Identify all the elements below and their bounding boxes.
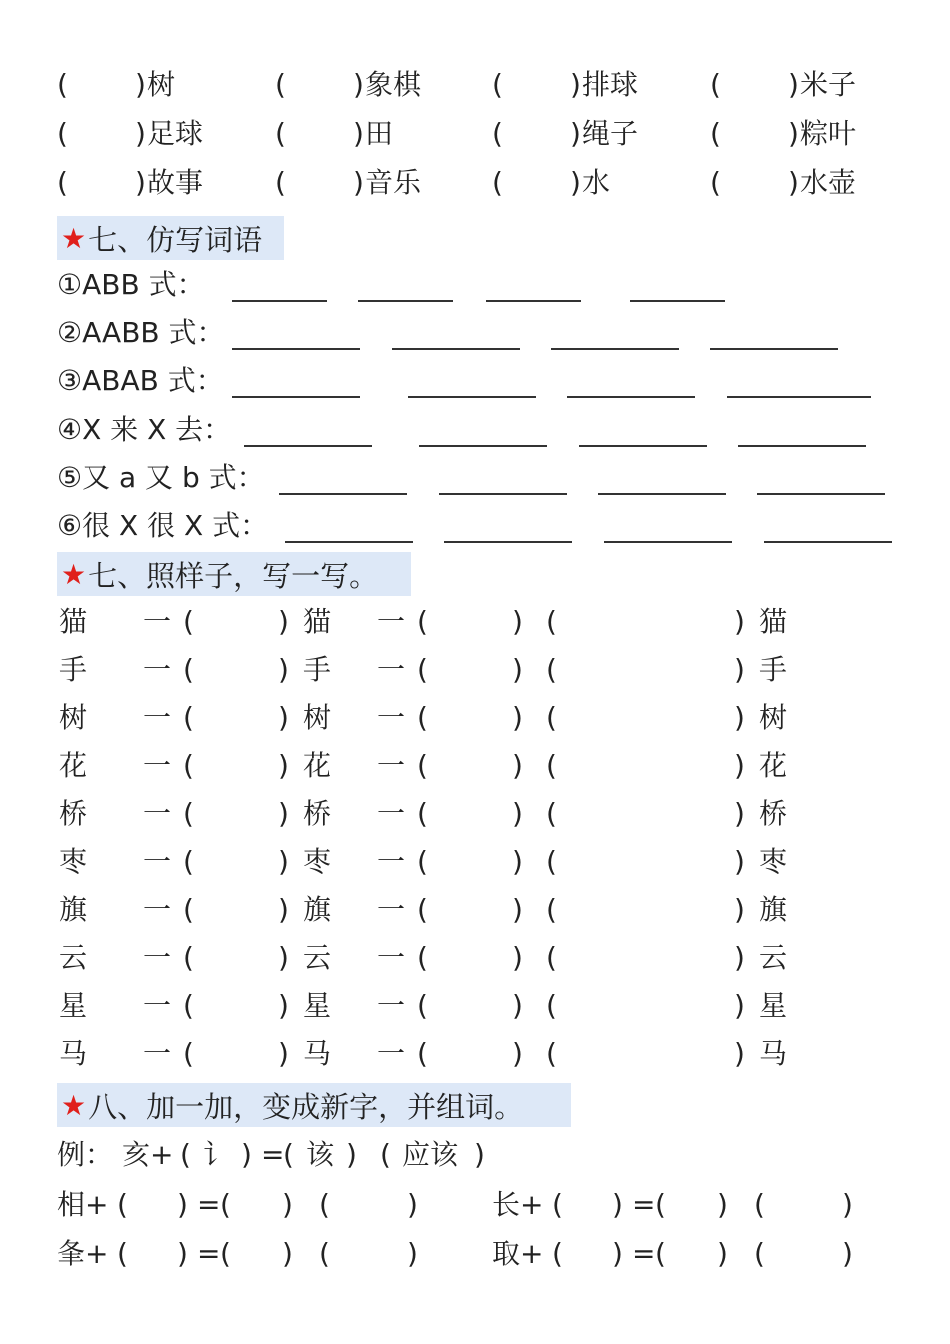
- dash: 一: [377, 653, 406, 686]
- answer-slot[interactable]: [730, 117, 766, 151]
- word: 粽叶: [800, 117, 857, 150]
- close-paren: ): [734, 845, 745, 878]
- close-paren: ): [512, 701, 523, 734]
- open-paren: (: [57, 117, 68, 150]
- answer-slot[interactable]: [295, 68, 331, 102]
- close-paren: ): [278, 653, 289, 686]
- close-paren: ): [570, 166, 581, 199]
- close-paren: ): [512, 845, 523, 878]
- open-paren: (: [275, 68, 286, 101]
- close-paren: ): [734, 605, 745, 638]
- answer-slot[interactable]: [730, 68, 766, 102]
- close-paren: ): [512, 989, 523, 1022]
- answer-slot[interactable]: [770, 1237, 823, 1271]
- close-paren: ): [734, 653, 745, 686]
- answer-slot[interactable]: [200, 893, 253, 927]
- open-paren: (: [417, 941, 428, 974]
- dash: 一: [377, 893, 406, 926]
- open-paren: (: [546, 941, 557, 974]
- char: 马: [303, 1037, 332, 1070]
- close-paren: ): [346, 1138, 357, 1171]
- open-paren: (: [417, 797, 428, 830]
- close-paren: ): [282, 1188, 293, 1221]
- star-icon: ★: [61, 1088, 87, 1122]
- pattern-label: ②AABB 式：: [57, 316, 225, 349]
- pattern-label: ⑤又 a 又 b 式：: [57, 461, 265, 494]
- word: 树: [147, 68, 176, 101]
- open-paren: (: [710, 117, 721, 150]
- dash: 一: [143, 941, 172, 974]
- char: 枣: [303, 845, 332, 878]
- answer-blank[interactable]: [630, 300, 725, 302]
- pattern-label: ④X 来 X 去：: [57, 413, 232, 446]
- equals-sign: =: [632, 1237, 656, 1270]
- char: 手: [303, 653, 332, 686]
- open-paren: (: [546, 893, 557, 926]
- answer-blank[interactable]: [232, 396, 360, 398]
- close-paren: ): [570, 117, 581, 150]
- close-paren: ): [842, 1188, 853, 1221]
- star-icon: ★: [61, 557, 87, 591]
- char: 马: [59, 1037, 88, 1070]
- close-paren: ): [135, 166, 146, 199]
- char: 桥: [759, 797, 788, 830]
- close-paren: ): [734, 1037, 745, 1070]
- open-paren: (: [117, 1188, 128, 1221]
- open-paren: (: [546, 653, 557, 686]
- answer-blank[interactable]: [757, 493, 885, 495]
- open-paren: (: [183, 845, 194, 878]
- open-paren: (: [319, 1188, 330, 1221]
- star-icon: ★: [61, 221, 87, 255]
- dash: 一: [377, 845, 406, 878]
- dash: 一: [377, 749, 406, 782]
- open-paren: (: [183, 749, 194, 782]
- dash: 一: [143, 653, 172, 686]
- dash: 一: [377, 1037, 406, 1070]
- answer-slot[interactable]: [200, 605, 253, 639]
- equals-sign: =: [261, 1138, 285, 1171]
- section-title: 七、仿写词语: [88, 222, 263, 257]
- close-paren: ): [788, 166, 799, 199]
- answer-slot[interactable]: [565, 893, 672, 927]
- char: 云: [759, 941, 788, 974]
- answer-blank[interactable]: [232, 300, 327, 302]
- answer-slot[interactable]: [435, 701, 488, 735]
- open-paren: (: [710, 68, 721, 101]
- answer-slot[interactable]: [435, 653, 488, 687]
- open-paren: (: [183, 989, 194, 1022]
- section-title: 八、加一加，变成新字，并组词。: [88, 1089, 524, 1124]
- close-paren: ): [278, 893, 289, 926]
- close-paren: ): [407, 1237, 418, 1270]
- open-paren: (: [183, 941, 194, 974]
- open-paren: (: [546, 845, 557, 878]
- answer-slot[interactable]: [235, 1188, 271, 1222]
- answer-slot[interactable]: [200, 797, 253, 831]
- open-paren: (: [546, 749, 557, 782]
- open-paren: (: [552, 1188, 563, 1221]
- answer-slot[interactable]: [200, 749, 253, 783]
- char: 桥: [303, 797, 332, 830]
- answer-slot[interactable]: [565, 845, 672, 879]
- answer-slot[interactable]: [730, 166, 766, 200]
- answer-slot[interactable]: [565, 941, 672, 975]
- answer-blank[interactable]: [764, 541, 892, 543]
- close-paren: ): [135, 68, 146, 101]
- open-paren: (: [655, 1188, 666, 1221]
- word: 象棋: [365, 68, 422, 101]
- char: 星: [759, 989, 788, 1022]
- close-paren: ): [353, 166, 364, 199]
- answer-slot[interactable]: [235, 1237, 271, 1271]
- answer-slot[interactable]: [435, 1037, 488, 1071]
- pattern-label: ①ABB 式：: [57, 268, 205, 301]
- dash: 一: [377, 989, 406, 1022]
- open-paren: (: [417, 701, 428, 734]
- open-paren: (: [117, 1237, 128, 1270]
- answer-slot[interactable]: [435, 797, 488, 831]
- equals-sign: =: [632, 1188, 656, 1221]
- example-radical: 讠: [203, 1138, 232, 1171]
- open-paren: (: [754, 1237, 765, 1270]
- open-paren: (: [275, 117, 286, 150]
- dash: 一: [143, 797, 172, 830]
- answer-slot[interactable]: [435, 845, 488, 879]
- open-paren: (: [183, 797, 194, 830]
- close-paren: ): [734, 941, 745, 974]
- close-paren: ): [512, 941, 523, 974]
- answer-slot[interactable]: [200, 941, 253, 975]
- answer-blank[interactable]: [408, 396, 536, 398]
- answer-blank[interactable]: [598, 493, 726, 495]
- open-paren: (: [319, 1237, 330, 1270]
- answer-blank[interactable]: [727, 396, 871, 398]
- char: 旗: [59, 893, 88, 926]
- char: 云: [59, 941, 88, 974]
- open-paren: (: [57, 68, 68, 101]
- open-paren: (: [380, 1138, 391, 1171]
- close-paren: ): [734, 749, 745, 782]
- answer-blank[interactable]: [604, 541, 732, 543]
- section-header-add: [57, 1083, 571, 1127]
- char: 星: [303, 989, 332, 1022]
- close-paren: ): [278, 845, 289, 878]
- open-paren: (: [655, 1237, 666, 1270]
- char: 猫: [303, 605, 332, 638]
- base-char: 相+: [57, 1188, 109, 1221]
- answer-slot[interactable]: [200, 653, 253, 687]
- word: 故事: [147, 166, 204, 199]
- close-paren: ): [353, 68, 364, 101]
- equals-sign: =: [197, 1237, 221, 1270]
- char: 猫: [759, 605, 788, 638]
- char: 手: [759, 653, 788, 686]
- close-paren: ): [135, 117, 146, 150]
- base-char: 夆+: [57, 1237, 109, 1270]
- char: 花: [759, 749, 788, 782]
- answer-slot[interactable]: [435, 893, 488, 927]
- answer-blank[interactable]: [358, 300, 453, 302]
- answer-slot[interactable]: [567, 1237, 603, 1271]
- open-paren: (: [220, 1237, 231, 1270]
- word: 足球: [147, 117, 204, 150]
- answer-slot[interactable]: [200, 845, 253, 879]
- answer-slot[interactable]: [435, 605, 488, 639]
- char: 桥: [59, 797, 88, 830]
- pattern-label: ⑥很 X 很 X 式：: [57, 509, 269, 542]
- answer-slot[interactable]: [565, 797, 672, 831]
- open-paren: (: [183, 605, 194, 638]
- answer-blank[interactable]: [567, 396, 695, 398]
- open-paren: (: [275, 166, 286, 199]
- open-paren: (: [180, 1138, 191, 1171]
- char: 树: [59, 701, 88, 734]
- answer-slot[interactable]: [295, 117, 331, 151]
- answer-slot[interactable]: [670, 1188, 706, 1222]
- dash: 一: [143, 701, 172, 734]
- answer-slot[interactable]: [565, 605, 672, 639]
- section-header-example: [57, 552, 411, 596]
- word: 绳子: [582, 117, 639, 150]
- close-paren: ): [278, 605, 289, 638]
- answer-slot[interactable]: [335, 1237, 388, 1271]
- answer-slot[interactable]: [512, 117, 548, 151]
- answer-blank[interactable]: [392, 348, 520, 350]
- word: 水: [582, 166, 611, 199]
- open-paren: (: [546, 701, 557, 734]
- open-paren: (: [417, 653, 428, 686]
- char: 花: [59, 749, 88, 782]
- answer-blank[interactable]: [444, 541, 572, 543]
- answer-slot[interactable]: [435, 941, 488, 975]
- close-paren: ): [788, 68, 799, 101]
- base-char: 取+: [492, 1237, 544, 1270]
- close-paren: ): [612, 1237, 623, 1270]
- answer-blank[interactable]: [579, 445, 707, 447]
- open-paren: (: [417, 989, 428, 1022]
- section-header-imitate: [57, 216, 284, 260]
- char: 马: [759, 1037, 788, 1070]
- open-paren: (: [546, 989, 557, 1022]
- example-prefix: 例：: [57, 1138, 114, 1171]
- open-paren: (: [417, 749, 428, 782]
- dash: 一: [377, 797, 406, 830]
- open-paren: (: [417, 605, 428, 638]
- close-paren: ): [717, 1188, 728, 1221]
- open-paren: (: [220, 1188, 231, 1221]
- close-paren: ): [734, 797, 745, 830]
- close-paren: ): [734, 893, 745, 926]
- dash: 一: [377, 701, 406, 734]
- close-paren: ): [278, 989, 289, 1022]
- word: 音乐: [365, 166, 422, 199]
- open-paren: (: [417, 845, 428, 878]
- close-paren: ): [241, 1138, 252, 1171]
- example-word: 应该: [402, 1138, 459, 1171]
- close-paren: ): [278, 1037, 289, 1070]
- close-paren: ): [512, 653, 523, 686]
- answer-slot[interactable]: [77, 117, 113, 151]
- close-paren: ): [734, 989, 745, 1022]
- open-paren: (: [492, 117, 503, 150]
- close-paren: ): [612, 1188, 623, 1221]
- close-paren: ): [512, 605, 523, 638]
- close-paren: ): [282, 1237, 293, 1270]
- char: 花: [303, 749, 332, 782]
- char: 手: [59, 653, 88, 686]
- open-paren: (: [754, 1188, 765, 1221]
- word: 田: [365, 117, 394, 150]
- answer-slot[interactable]: [770, 1188, 823, 1222]
- open-paren: (: [492, 166, 503, 199]
- equals-sign: =: [197, 1188, 221, 1221]
- close-paren: ): [474, 1138, 485, 1171]
- answer-slot[interactable]: [565, 989, 672, 1023]
- answer-blank[interactable]: [232, 348, 360, 350]
- base-char: 长+: [492, 1188, 544, 1221]
- close-paren: ): [278, 701, 289, 734]
- open-paren: (: [417, 893, 428, 926]
- char: 猫: [59, 605, 88, 638]
- close-paren: ): [407, 1188, 418, 1221]
- open-paren: (: [552, 1237, 563, 1270]
- open-paren: (: [183, 1037, 194, 1070]
- open-paren: (: [183, 653, 194, 686]
- char: 树: [303, 701, 332, 734]
- answer-blank[interactable]: [486, 300, 581, 302]
- example-result: 该: [306, 1138, 335, 1171]
- answer-slot[interactable]: [435, 989, 488, 1023]
- answer-slot[interactable]: [565, 1037, 672, 1071]
- close-paren: ): [512, 797, 523, 830]
- answer-slot[interactable]: [670, 1237, 706, 1271]
- char: 树: [759, 701, 788, 734]
- close-paren: ): [512, 749, 523, 782]
- answer-slot[interactable]: [567, 1188, 603, 1222]
- close-paren: ): [734, 701, 745, 734]
- close-paren: ): [278, 797, 289, 830]
- open-paren: (: [710, 166, 721, 199]
- answer-blank[interactable]: [285, 541, 413, 543]
- dash: 一: [377, 941, 406, 974]
- close-paren: ): [278, 749, 289, 782]
- pattern-label: ③ABAB 式：: [57, 364, 224, 397]
- close-paren: ): [177, 1188, 188, 1221]
- answer-blank[interactable]: [279, 493, 407, 495]
- close-paren: ): [512, 893, 523, 926]
- answer-slot[interactable]: [565, 701, 672, 735]
- open-paren: (: [283, 1138, 294, 1171]
- answer-slot[interactable]: [200, 1037, 253, 1071]
- char: 云: [303, 941, 332, 974]
- open-paren: (: [183, 893, 194, 926]
- dash: 一: [377, 605, 406, 638]
- open-paren: (: [57, 166, 68, 199]
- dash: 一: [143, 989, 172, 1022]
- answer-slot[interactable]: [200, 701, 253, 735]
- close-paren: ): [512, 1037, 523, 1070]
- close-paren: ): [717, 1237, 728, 1270]
- dash: 一: [143, 605, 172, 638]
- answer-slot[interactable]: [77, 166, 113, 200]
- open-paren: (: [546, 605, 557, 638]
- answer-slot[interactable]: [565, 653, 672, 687]
- char: 旗: [303, 893, 332, 926]
- open-paren: (: [546, 1037, 557, 1070]
- open-paren: (: [183, 701, 194, 734]
- answer-slot[interactable]: [132, 1237, 168, 1271]
- example-base: 亥+: [122, 1138, 174, 1171]
- dash: 一: [143, 893, 172, 926]
- char: 枣: [59, 845, 88, 878]
- answer-slot[interactable]: [435, 749, 488, 783]
- answer-blank[interactable]: [710, 348, 838, 350]
- close-paren: ): [353, 117, 364, 150]
- close-paren: ): [842, 1237, 853, 1270]
- open-paren: (: [492, 68, 503, 101]
- section-title: 七、照样子，写一写。: [88, 558, 379, 593]
- open-paren: (: [546, 797, 557, 830]
- answer-slot[interactable]: [295, 166, 331, 200]
- dash: 一: [143, 1037, 172, 1070]
- char: 枣: [759, 845, 788, 878]
- answer-blank[interactable]: [439, 493, 567, 495]
- answer-blank[interactable]: [419, 445, 547, 447]
- answer-slot[interactable]: [565, 749, 672, 783]
- word: 排球: [582, 68, 639, 101]
- answer-slot[interactable]: [200, 989, 253, 1023]
- answer-slot[interactable]: [77, 68, 113, 102]
- dash: 一: [143, 749, 172, 782]
- close-paren: ): [177, 1237, 188, 1270]
- close-paren: ): [570, 68, 581, 101]
- close-paren: ): [278, 941, 289, 974]
- close-paren: ): [788, 117, 799, 150]
- open-paren: (: [417, 1037, 428, 1070]
- answer-blank[interactable]: [244, 445, 372, 447]
- answer-slot[interactable]: [512, 166, 548, 200]
- char: 旗: [759, 893, 788, 926]
- word: 水壶: [800, 166, 857, 199]
- answer-blank[interactable]: [738, 445, 866, 447]
- answer-slot[interactable]: [512, 68, 548, 102]
- char: 星: [59, 989, 88, 1022]
- word: 米子: [800, 68, 857, 101]
- answer-slot[interactable]: [335, 1188, 388, 1222]
- dash: 一: [143, 845, 172, 878]
- answer-blank[interactable]: [551, 348, 679, 350]
- answer-slot[interactable]: [132, 1188, 168, 1222]
